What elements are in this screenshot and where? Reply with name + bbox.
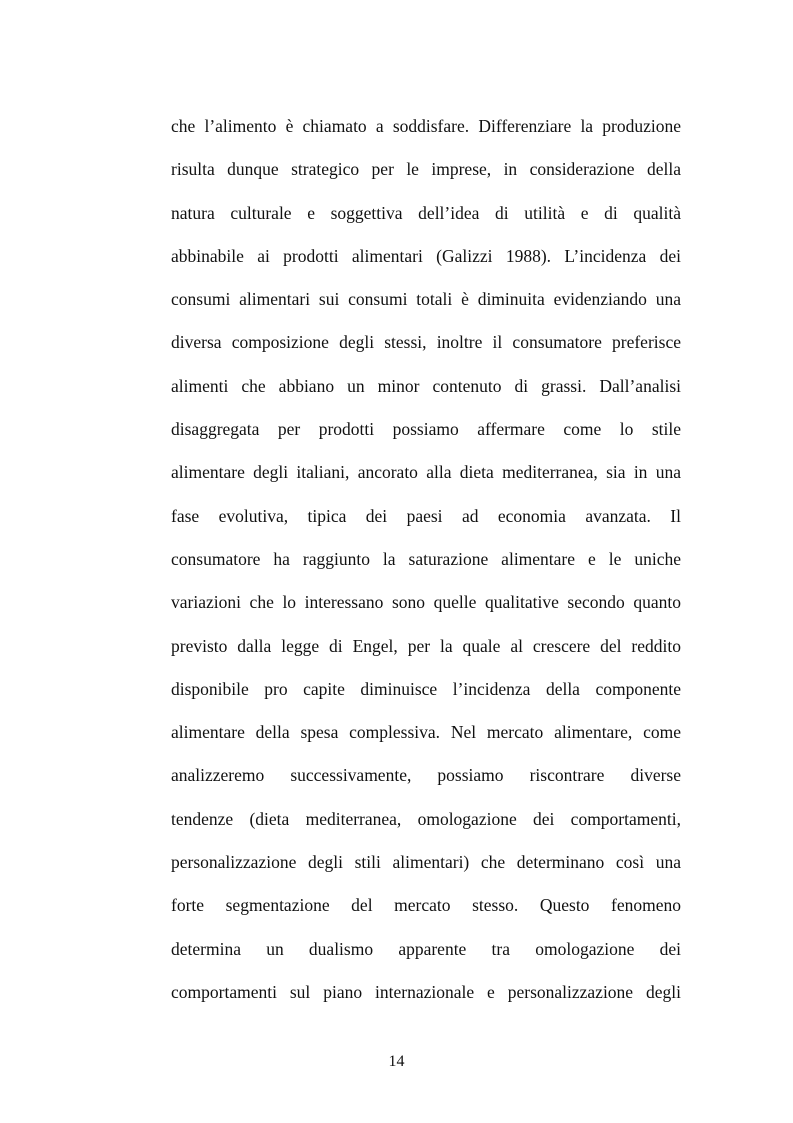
text-line-15: alimentare della spesa complessiva. Nel mercato alimentare, come	[171, 722, 681, 743]
text-line-2: risulta dunque strategico per le imprese, in considerazione della	[171, 159, 681, 180]
text-line-19: forte segmentazione del mercato stesso. Questo fenomeno	[171, 895, 681, 916]
text-line-12: variazioni che lo interessano sono quelle qualitative secondo quanto	[171, 592, 681, 613]
text-line-18: personalizzazione degli stili alimentari) che determinano così una	[171, 852, 681, 873]
text-line-14: disponibile pro capite diminuisce l’incidenza della componente	[171, 678, 681, 699]
text-line-17: tendenze (dieta mediterranea, omologazione dei comportamenti,	[171, 808, 681, 829]
text-line-21: comportamenti sul piano internazionale e personalizzazione degli	[171, 981, 681, 1002]
text-line-6: diversa composizione degli stessi, inoltre il consumatore preferisce	[171, 332, 681, 353]
text-line-1: che l’alimento è chiamato a soddisfare. Differenziare la produzione	[171, 116, 681, 136]
text-line-11: consumatore ha raggiunto la saturazione alimentare e le uniche	[171, 548, 681, 569]
body-text	[171, 105, 681, 1014]
text-line-3: natura culturale e soggettiva dell’idea di utilità e di qualità	[171, 202, 681, 223]
text-line-9: alimentare degli italiani, ancorato alla dieta mediterranea, sia in una	[171, 462, 681, 483]
text-line-16: analizzeremo successivamente, possiamo riscontrare diverse	[171, 765, 681, 786]
page-number: 14	[388, 1053, 405, 1070]
text-line-10: fase evolutiva, tipica dei paesi ad economia avanzata. Il	[171, 505, 681, 526]
text-line-8: disaggregata per prodotti possiamo affermare come lo stile	[171, 419, 681, 440]
text-line-13: previsto dalla legge di Engel, per la quale al crescere del reddito	[171, 635, 681, 656]
text-line-4: abbinabile ai prodotti alimentari (Galizzi 1988). L’incidenza dei	[171, 245, 681, 266]
text-line-20: determina un dualismo apparente tra omologazione dei	[171, 938, 681, 959]
text-line-5: consumi alimentari sui consumi totali è diminuita evidenziando una	[171, 289, 681, 310]
text-line-7: alimenti che abbiano un minor contenuto di grassi. Dall’analisi	[171, 375, 681, 396]
